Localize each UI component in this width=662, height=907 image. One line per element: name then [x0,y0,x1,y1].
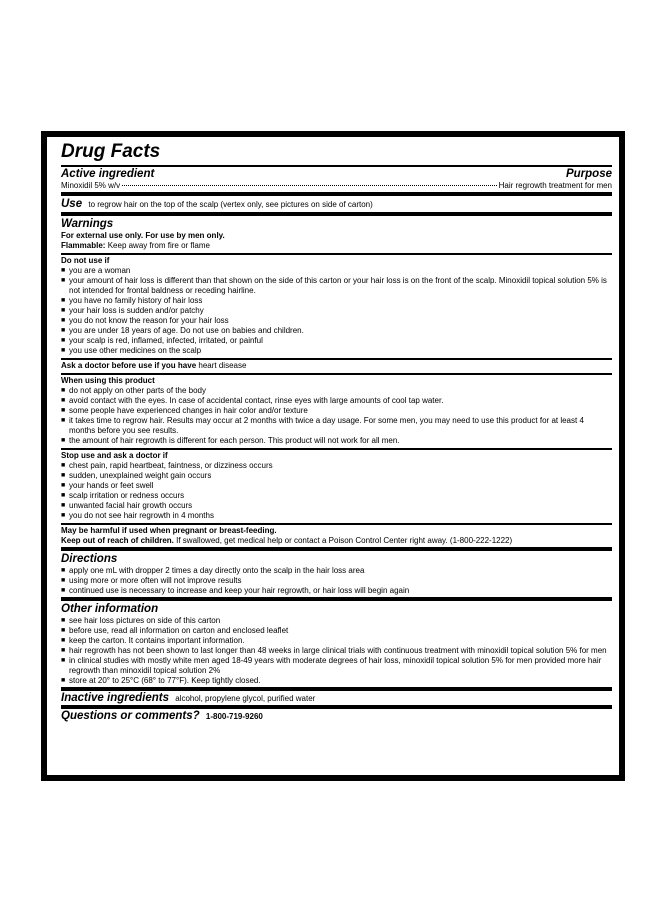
list-item: ■ the amount of hair regrowth is different for each person. This product will not work for all men. [61,436,612,446]
divider [61,687,612,691]
list-item: ■ scalp irritation or redness occurs [61,491,612,501]
list-item: ■ you have no family history of hair loss [61,296,612,306]
list-item: ■ you are under 18 years of age. Do not use on babies and children. [61,326,612,336]
drug-facts-title: Drug Facts [61,141,161,162]
use-section [61,198,612,211]
flammable-text: Keep away from fire or flame [107,241,210,250]
list-item: ■ continued use is necessary to increase and keep your hair regrowth, or hair loss will begin again [61,586,612,596]
inactive-ingredients-line [61,693,612,704]
list-item: ■ hair regrowth has not been shown to last longer than 48 weeks in large clinical trials with continuous treatment with minoxidil topical solution 5% for men [61,646,612,656]
list-item: ■ sudden, unexplained weight gain occurs [61,471,612,481]
list-item: ■ avoid contact with the eyes. In case of accidental contact, rinse eyes with large amounts of cool tap water. [61,396,612,406]
questions-header: Questions or comments? [61,710,200,722]
list-item: ■ before use, read all information on carton and enclosed leaflet [61,626,612,636]
list-item: ■ see hair loss pictures on side of this carton [61,616,612,626]
when-using-header: When using this product [61,376,155,385]
list-item: ■ your amount of hair loss is different than that shown on the side of this carton or your hair loss is on the front of the scalp. Minoxidil topical solution 5% is not intended for frontal baldness or receding hairline. [61,276,612,296]
drug-facts-panel [41,131,625,781]
list-item: ■ keep the carton. It contains important information. [61,636,612,646]
keep-out-text: If swallowed, get medical help or contact a Poison Control Center right away. (1-800-222-1222) [176,536,513,545]
stop-use-list [61,461,612,521]
divider [61,547,612,551]
list-item: ■ your scalp is red, inflamed, infected, irritated, or painful [61,336,612,346]
leader-dots [122,185,496,186]
warnings-header: Warnings [61,218,114,230]
questions-line [61,711,612,722]
keep-out-line [61,536,612,546]
list-item: ■ you do not see hair regrowth in 4 months [61,511,612,521]
list-item: ■ you do not know the reason for your hair loss [61,316,612,326]
purpose-header: Purpose [565,168,612,180]
stop-use-header: Stop use and ask a doctor if [61,451,168,460]
keep-out-label: Keep out of reach of children. [61,536,174,545]
list-item: ■ your hands or feet swell [61,481,612,491]
divider [61,448,612,450]
external-use-text: For external use only. For use by men only. [61,231,225,240]
pregnancy-warning: May be harmful if used when pregnant or breast-feeding. [61,526,277,535]
directions-list [61,566,612,596]
questions-phone: 1-800-719-9260 [205,712,263,721]
active-ingredient-row [61,181,612,191]
divider [61,358,612,360]
list-item: ■ in clinical studies with mostly white men aged 18-49 years with moderate degrees of hair loss, minoxidil topical solution 5% for men provided more hair regrowth than minoxidil topical solution 2% [61,656,612,676]
ask-doctor-text: heart disease [198,361,247,370]
do-not-use-list [61,266,612,356]
active-ingredient-value: Minoxidil 5% w/v [61,181,121,190]
flammable-line [61,241,612,251]
list-item: ■ apply one mL with dropper 2 times a day directly onto the scalp in the hair loss area [61,566,612,576]
list-item: ■ it takes time to regrow hair. Results may occur at 2 months with twice a day usage. For some men, you may need to use this product for at least 4 months before you see results. [61,416,612,436]
divider [61,705,612,709]
divider [61,253,612,255]
flammable-label: Flammable: [61,241,106,250]
list-item: ■ unwanted facial hair growth occurs [61,501,612,511]
ask-doctor-label: Ask a doctor before use if you have [61,361,197,370]
list-item: ■ you use other medicines on the scalp [61,346,612,356]
divider [61,192,612,196]
list-item: ■ your hair loss is sudden and/or patchy [61,306,612,316]
divider [61,212,612,216]
other-info-list [61,616,612,686]
list-item: ■ some people have experienced changes in hair color and/or texture [61,406,612,416]
divider [61,165,612,167]
inactive-ingredients-header: Inactive ingredients [61,692,170,704]
use-header: Use [61,198,83,210]
list-item: ■ chest pain, rapid heartbeat, faintness, or dizziness occurs [61,461,612,471]
when-using-list [61,386,612,446]
list-item: ■ store at 20° to 25°C (68° to 77°F). Keep tightly closed. [61,676,612,686]
active-header-row [61,168,612,181]
list-item: ■ do not apply on other parts of the body [61,386,612,396]
ask-doctor-line [61,361,612,371]
list-item: ■ using more or more often will not improve results [61,576,612,586]
list-item: ■ you are a woman [61,266,612,276]
inactive-ingredients-text: alcohol, propylene glycol, purified water [175,694,316,703]
other-info-header: Other information [61,603,159,615]
directions-header: Directions [61,553,118,565]
divider [61,373,612,375]
do-not-use-header: Do not use if [61,256,110,265]
divider [61,523,612,525]
divider [61,597,612,601]
use-text: to regrow hair on the top of the scalp (vertex only, see pictures on side of carton) [88,200,373,209]
active-ingredient-header: Active ingredient [61,168,155,180]
purpose-value: Hair regrowth treatment for men [498,181,612,190]
